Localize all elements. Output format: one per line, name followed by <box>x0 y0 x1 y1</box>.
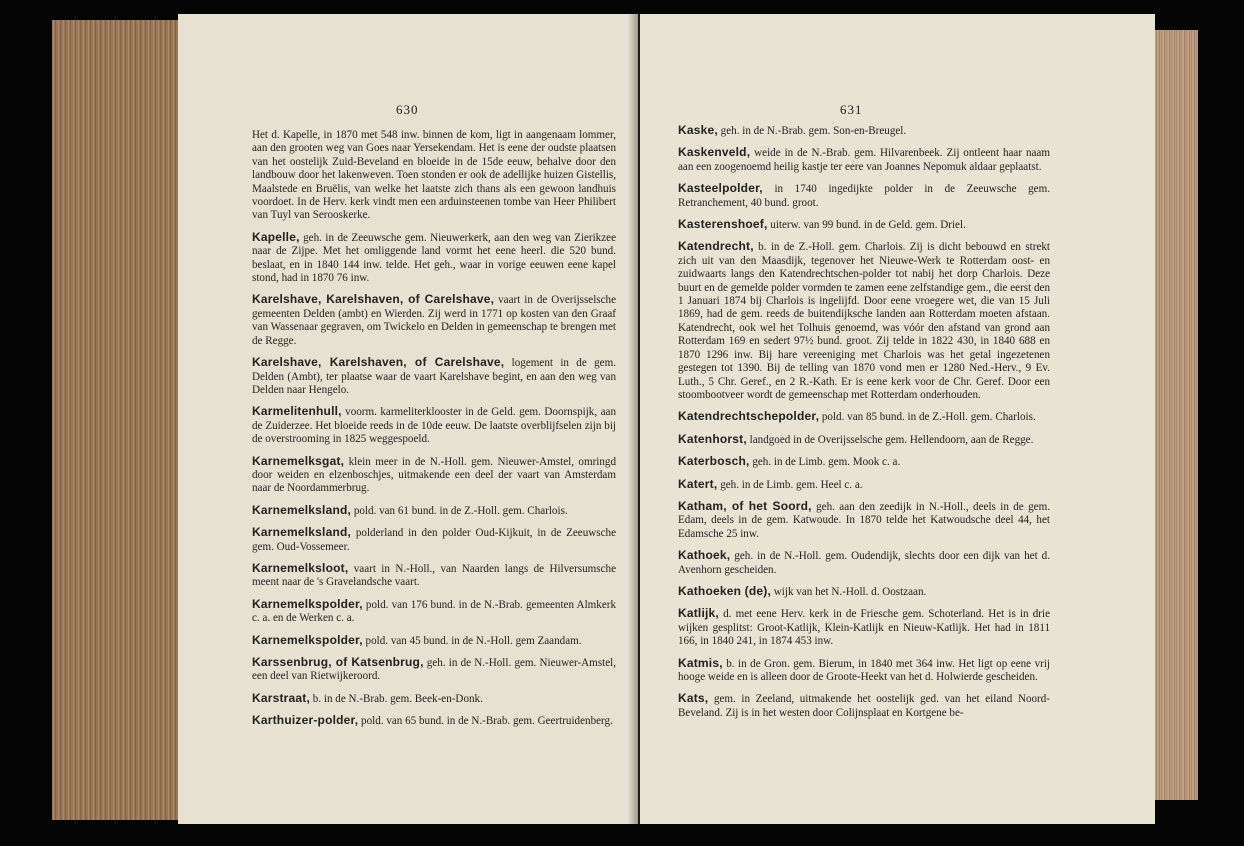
entry-text: weide in de N.-Brab. gem. Hilvarenbeek. Zij ontleent haar naam aan een zoogenoemd heilig kastje ter eere van Joannes Nepomuk aldaar geplaatst. <box>678 147 1050 173</box>
entry-headword: Karthuizer-polder, <box>252 713 359 728</box>
entry-text: b. in de N.-Brab. gem. Beek-en-Donk. <box>310 692 483 705</box>
dictionary-entry <box>678 124 1050 138</box>
entry-headword: Kapelle, <box>252 229 300 244</box>
entry-headword: Kats, <box>678 691 709 706</box>
dictionary-entry <box>678 182 1050 210</box>
dictionary-entry <box>678 549 1050 577</box>
dictionary-entry <box>252 526 616 554</box>
right-page <box>640 14 1155 824</box>
entry-headword: Karnemelkspolder, <box>252 596 363 611</box>
entry-text: voorm. karmeliterklooster in de Geld. gem. Doornspijk, aan de Zuiderzee. Het bloeide reeds in de 10de eeuw. De laatste overblijfselen zijn bij de overstrooming in 1825 weggespoeld. <box>252 406 616 446</box>
entry-headword: Kasteelpolder, <box>678 181 763 196</box>
entry-headword: Karnemelksloot, <box>252 560 349 575</box>
left-column <box>252 129 616 737</box>
entry-text: uiterw. van 99 bund. in de Geld. gem. Driel. <box>767 219 966 232</box>
dictionary-entry <box>252 692 616 706</box>
entry-headword: Katert, <box>678 476 718 491</box>
entry-headword: Karnemelksland, <box>252 525 352 540</box>
dictionary-entry <box>678 657 1050 685</box>
entry-text: pold. van 85 bund. in de Z.-Holl. gem. Charlois. <box>819 411 1036 424</box>
entry-headword: Kasterenshoef, <box>678 217 768 232</box>
dictionary-entry <box>678 455 1050 469</box>
dictionary-entry <box>252 634 616 648</box>
book-edge-right <box>1150 30 1198 800</box>
dictionary-entry <box>678 146 1050 174</box>
entry-text: gem. in Zeeland, uitmakende het oostelijk ged. van het eiland Noord-Beveland. Zij is in het westen door Colijnsplaat en Kortgene be- <box>678 693 1050 719</box>
dictionary-entry <box>678 410 1050 424</box>
dictionary-entry <box>678 585 1050 599</box>
entry-text: geh. in de N.-Holl. gem. Oudendijk, slechts door een dijk van het d. Avenhorn gescheiden. <box>678 550 1050 576</box>
entry-text: polderland in den polder Oud-Kijkuit, in de Zeeuwsche gem. Oud-Vossemeer. <box>252 527 616 553</box>
entry-headword: Kathoek, <box>678 548 731 563</box>
book-edge-left <box>52 20 180 820</box>
page-number: 630 <box>396 102 419 117</box>
left-page <box>178 14 638 824</box>
entry-text: vaart in de Overijsselsche gemeenten Delden (ambt) en Wierden. Zij werd in 1771 op kosten van den Graaf van Wassenaar gegraven, om Twickelo en Delden in gemeenschap te brengen met de Regge. <box>252 294 616 347</box>
dictionary-entry <box>678 500 1050 541</box>
entry-headword: Karnemelksland, <box>252 502 352 517</box>
dictionary-entry <box>252 562 616 590</box>
dictionary-entry <box>678 607 1050 648</box>
dictionary-entry <box>678 433 1050 447</box>
entry-text: geh. in de Limb. gem. Heel c. a. <box>717 478 863 491</box>
dictionary-entry <box>678 240 1050 402</box>
entry-headword: Kaske, <box>678 123 718 137</box>
entry-headword: Karssenbrug, of Katsenbrug, <box>252 655 424 669</box>
entry-text: vaart in N.-Holl., van Naarden langs de Hilversumsche meent naar de 's Gravelandsche vaart. <box>252 562 616 589</box>
entry-text: geh. aan den zeedijk in N.-Holl., deels in de gem. Edam, deels in de gem. Katwoude. In 1870 telde het Katwoudsche deel 44, het Edamsche 25 inw. <box>678 500 1050 540</box>
dictionary-entry <box>252 598 616 626</box>
page-number: 631 <box>840 102 863 117</box>
dictionary-entry <box>678 218 1050 232</box>
entry-headword: Karstraat, <box>252 690 311 705</box>
dictionary-entry <box>252 293 616 348</box>
dictionary-entry <box>252 405 616 446</box>
entry-text: in 1740 ingedijkte polder in de Zeeuwsche gem. Retranchement, 40 bund. groot. <box>678 183 1050 209</box>
dictionary-entry <box>678 478 1050 492</box>
entry-headword: Karelshave, Karelshaven, of Carelshave, <box>252 292 495 307</box>
dictionary-entry <box>252 504 616 518</box>
dictionary-entry <box>252 714 616 728</box>
entry-text: pold. van 176 bund. in de N.-Brab. gemeenten Almkerk c. a. en de Werken c. a. <box>252 598 616 625</box>
entry-headword: Katlijk, <box>678 606 719 621</box>
entry-text: logement in de gem. Delden (Ambt), ter plaatse waar de vaart Karelshave begint, en aan den weg van Delden naar Hengelo. <box>252 357 616 396</box>
entry-text: pold. van 65 bund. in de N.-Brab. gem. Geertruidenberg. <box>358 715 613 728</box>
entry-headword: Katendrechtschepolder, <box>678 409 820 424</box>
entry-headword: Katenhorst, <box>678 431 747 446</box>
entry-headword: Katerbosch, <box>678 454 750 469</box>
entry-text: geh. in de N.-Holl. gem. Nieuwer-Amstel, een deel van Rietwijkeroord. <box>252 657 616 683</box>
right-column <box>678 124 1050 728</box>
entry-text: geh. in de Zeeuwsche gem. Nieuwerkerk, aan den weg van Zierikzee naar de Zijpe. Met het omliggende land vormt het eene heerl. die 520 bund. beslaat, en in 1840 144 inw. telde. Het geh., waar in vorige eeuwen eene kapel stond, had in 1870 76 inw. <box>252 231 616 285</box>
entry-text: pold. van 61 bund. in de Z.-Holl. gem. Charlois. <box>351 504 568 517</box>
entry-headword: Katmis, <box>678 655 723 670</box>
entry-text: d. met eene Herv. kerk in de Friesche gem. Schoterland. Het is in drie wijken gesplitst: Groot-Katlijk, Klein-Katlijk en Nieuw-Katlijk. Het had in 1811 166, in 1840 241, in 1874 453 inw. <box>678 608 1050 648</box>
entry-headword: Kathoeken (de), <box>678 583 772 598</box>
dictionary-entry <box>678 692 1050 720</box>
entry-headword: Karmelitenhull, <box>252 404 342 419</box>
entry-headword: Kaskenveld, <box>678 145 751 160</box>
entry-headword: Karnemelkspolder, <box>252 632 363 647</box>
entry-text: landgoed in de Overijsselsche gem. Hellendoorn, aan de Regge. <box>746 433 1034 446</box>
entry-text: klein meer in de N.-Holl. gem. Nieuwer-Amstel, omringd door weiden en elzenboschjes, uitmakende een deel der vaart van Amsterdam naar de Noordammerbrug. <box>252 455 616 495</box>
entry-headword: Katendrecht, <box>678 239 754 254</box>
entry-text: b. in de Z.-Holl. gem. Charlois. Zij is dicht bebouwd en strekt zich uit van den Maasdijk, tegenover het Nieuwe-Werk te Rotterdam oost- en zuidwaarts langs den Katendrechtschen-polder tot nabij het dorp Charlois. Deze buurt en de gemelde polder vormden te zamen eene zelfstandige gem., die eerst den 1 Januari 1874 bij Charlois is ingelijfd. Door eene vroegere wet, die van 15 Juli 1869, had de gem. reeds de buitendijksche landen aan Rotterdam moeten afstaan. Katendrecht, ook wel het Tolhuis genoemd, was vóór den afstand van grond aan Rotterdam 169 en sedert 97½ bund. groot. Zij telde in 1822 430, in 1840 688 en 1870 1296 inw. Bij hare vereeniging met Charlois was het getal ingezetenen gestegen tot 1390. Bij de telling van 1870 vond men er 1280 Ned.-Herv., 9 Ev. Luth., 5 Chr. Geref., en 2 R.-Kath. Er is eene kerk voor de Chr. Geref. Door een stoombootveer wordt de gemeenschap met Rotterdam onderhouden. <box>678 241 1050 401</box>
dictionary-entry <box>252 356 616 397</box>
dictionary-entry <box>252 656 616 684</box>
entry-text: geh. in de Limb. gem. Mook c. a. <box>749 456 901 469</box>
entry-text: b. in de Gron. gem. Bierum, in 1840 met 364 inw. Het ligt op eene vrij hooge weide en is alleen door de Groote-Heekt van het d. Holwierde gescheiden. <box>678 657 1050 683</box>
continuation-paragraph: Het d. Kapelle, in 1870 met 548 inw. binnen de kom, ligt in aangenaam lommer, aan den grooten weg van Goes naar Yersekendam. Het is eene der oudste plaatsen van het oostelijk Zuid-Beveland en bloeide in de 15de eeuw, behalve door den landbouw door het lakenweven. Toen stonden er ook de adellijke huizen Gistellis, Maalstede en Bruëlis, van welke het laatste zich thans als een gewoon landhuis voordoet. In de Herv. kerk vindt men een arduinsteenen tombe van Heer Philibert van Tuyl van Serooskerke. <box>252 129 616 222</box>
dictionary-entry <box>252 231 616 286</box>
entry-headword: Karelshave, Karelshaven, of Carelshave, <box>252 355 505 370</box>
entry-headword: Katham, of het Soord, <box>678 498 812 513</box>
entry-text: wijk van het N.-Holl. d. Oostzaan. <box>771 585 927 598</box>
dictionary-entry <box>252 455 616 496</box>
entry-text: pold. van 45 bund. in de N.-Holl. gem Zaandam. <box>362 634 582 647</box>
entry-headword: Karnemelksgat, <box>252 453 345 468</box>
entry-text: geh. in de N.-Brab. gem. Son-en-Breugel. <box>717 125 907 137</box>
